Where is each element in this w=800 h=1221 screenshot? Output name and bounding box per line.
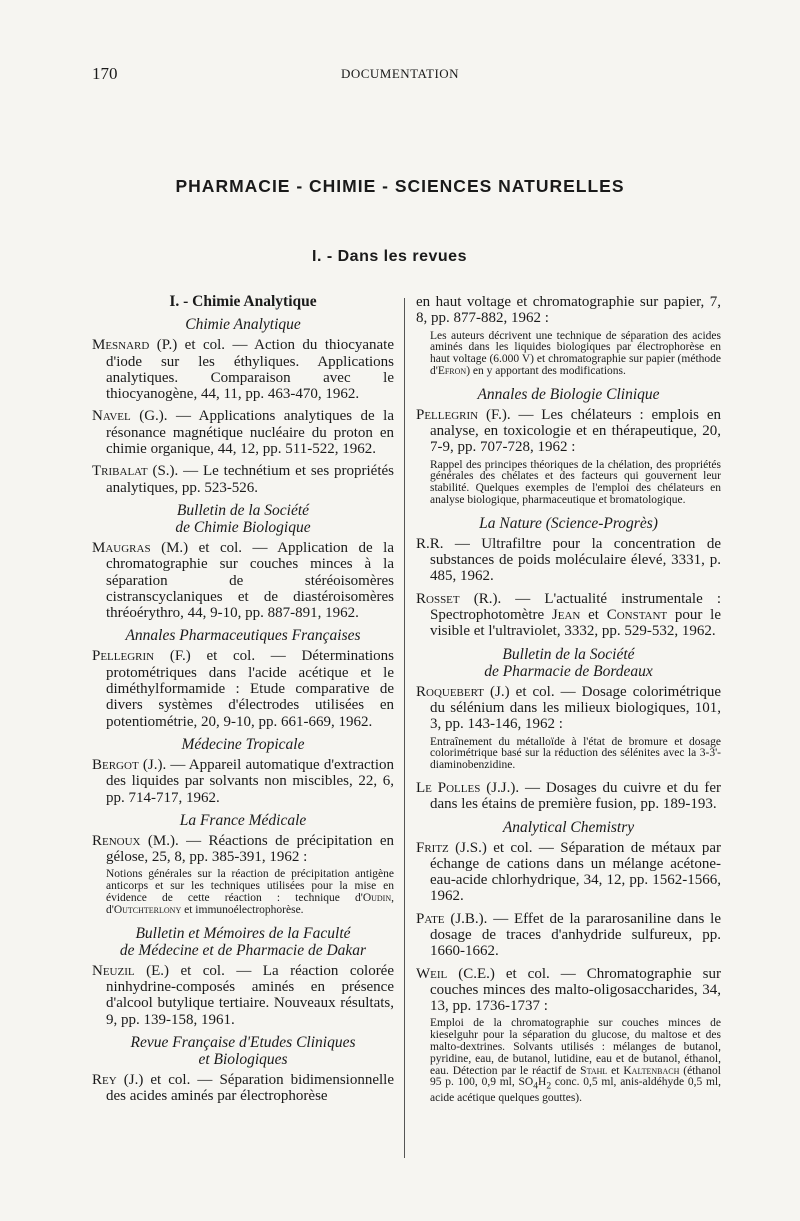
entry-text: (J.) et col. — Dosage colorimétrique du sélénium dans les milieux biologiques, 101, 3, pp. 143-146, 1962 : [430,683,721,733]
entry-text: (J.). — Appareil automatique d'extraction des liquides par solvants non miscibles, 22, 6, pp. 714-717, 1962. [106,756,394,806]
page-number: 170 [92,64,118,83]
entry-author: Renoux [92,832,141,849]
entry-author: Fritz [416,839,449,856]
entry-text: (R.). — L'actualité instrumentale : Spectrophotomètre [430,590,721,624]
entry-author: Pellegrin [416,406,479,423]
journal-title-line: et Biologiques [198,1050,288,1068]
journal-title: Analytical Chemistry [502,818,635,836]
abstract-text: Notions générales sur la réaction de précipitation antigène anticorps et sur les techniques utilisées pour la mise en évidence de cette réaction : technique d' [106,868,394,905]
journal-title [92,925,394,959]
entry-abstract [92,869,394,916]
abstract-name: Efron [437,364,467,377]
subsection-title: I. - Dans les revues [312,248,467,265]
bibliography-entry [416,684,721,733]
entry-text: (S.). — Le technétium et ses propriétés analytiques, pp. 523-526. [106,463,394,496]
entry-text: (G.). — Applications analytiques de la résonance magnétique nucléaire du proton en chimie organique, 44, 12, pp. 511-522, 1962. [106,408,394,458]
entry-abstract: Entraînement du métalloïde à l'état de bromure et dosage colorimétrique basé sur la réduction des sélénites avec la 3-3'-diaminobenzidine. [430,735,721,772]
entry-text: et [580,607,607,624]
entry-author: Maugras [92,539,151,556]
bibliography-entry [416,780,721,813]
abstract-text: ) en y apportant des modifications. [466,364,626,377]
abstract-name: Stahl [580,1064,608,1077]
abstract-text: Emploi de la chromatographie sur couches minces de kieselguhr pour la séparation du glucose, du maltose et des malto-dextrines. Solvants utilisés : mélanges de butanol, pyridine, eau, de butanol, lutidine, eau et de butanol, éthanol, eau. Détection par le réactif de [430,1017,721,1077]
abstract-text: , d' [106,892,394,916]
subscript: 4 [533,1080,539,1092]
entry-author: Mesnard [92,337,150,354]
journal-title [92,502,394,536]
journal-title: La France Médicale [179,811,307,829]
entry-author: Pate [416,910,445,927]
journal-title: Annales Pharmaceutiques Françaises [125,627,361,645]
journal-title-line: Bulletin de la Société [502,645,635,663]
bibliography-entry [416,591,721,640]
running-head: DOCUMENTATION [340,66,460,81]
bibliography-entry [416,840,721,905]
entry-abstract [416,331,721,378]
column-divider [404,298,405,1158]
entry-abstract [416,1018,721,1104]
entry-author: Bergot [92,756,139,773]
entry-author: Le Polles [416,779,481,796]
abstract-text: et immunoélectrophorèse. [181,903,304,916]
bibliography-entry [416,911,721,960]
bibliography-entry [92,648,394,729]
right-column [416,294,721,1112]
journal-title: Médecine Tropicale [181,735,305,753]
bibliography-entry [92,540,394,621]
journal-title [416,646,721,680]
entry-author: Weil [416,965,448,982]
entry-text: (J.) et col. — Séparation bidimensionnelle des acides aminés par électrophorèse [106,1071,394,1105]
entry-abstract: Rappel des principes théoriques de la chélation, des propriétés générales des chélates et des facteurs qui gouvernent leur stabilité. Quelques exemples de l'emploi des chélateurs en analyse biologique, pharmaceutique et bromatologique. [430,458,721,507]
abstract-text: Les auteurs décrivent une technique de séparation des acides aminés dans les liquides biologiques par électrophorèse en haut voltage (6.000 V) et chromatographie sur papier (méthode d' [430,329,721,377]
entry-author: Roquebert [416,683,485,700]
entry-continuation: en haut voltage et chromatographie sur papier, 7, 8, pp. 877-882, 1962 : [416,294,721,327]
bibliography-entry [92,1072,394,1105]
bibliography-entry [416,407,721,456]
entry-author: Neuzil [92,962,135,979]
bibliography-entry [416,966,721,1015]
entry-text: (J.B.). — Effet de la pararosaniline dans le dosage de traces d'anhydride sulfureux, pp. 1660-1662. [430,910,721,960]
abstract-text: H [538,1076,547,1089]
entry-author: Rosset [416,590,460,607]
abstract-text: (éthanol 95 p. 100, 0,9 ml, SO [430,1064,721,1089]
journal-title: Annales de Biologie Clinique [477,385,660,403]
entry-name: Constant [606,607,668,624]
bibliography-entry [92,337,394,402]
journal-title-line: Bulletin de la Société [176,501,310,519]
abstract-name: Oudin [362,892,392,905]
subscript: 2 [546,1080,552,1092]
entry-author: Tribalat [92,463,148,480]
entry-text: (F.). — Les chélateurs : emplois en analyse, en toxicologie et en thérapeutique, 20, 7-9, pp. 707-728, 1962 : [430,406,721,456]
abstract-text: et [607,1064,624,1077]
journal-title-line: de Chimie Biologique [175,518,311,536]
journal-title [92,1034,394,1068]
journal-title-line: de Médecine et de Pharmacie de Dakar [119,941,367,959]
entry-text: (F.) et col. — Déterminations protométriques dans l'acide acétique et le diméthylformamide : Etude comparative de divers systèmes d'électrodes utilisées en potentiométrie, 20, 9-10, pp. 661-669, 1962. [106,648,394,730]
entry-text: (J.J.). — Dosages du cuivre et du fer dans les étains de première fusion, pp. 189-193. [430,779,721,813]
journal-title-line: Revue Française d'Etudes Cliniques [130,1033,356,1051]
entry-text: (M.) et col. — Application de la chromatographie sur couches minces à la séparation de stéréoisomères cistranscyclaniques et de diastéroisomères thréoérythro, 44, 9-10, pp. 887-891, 1962. [106,539,394,622]
entry-text: (C.E.) et col. — Chromatographie sur couches minces des malto-oligosaccharides, 34, 13, pp. 1736-1737 : [430,965,721,1015]
entry-author: Navel [92,408,131,425]
entry-author: Rey [92,1071,117,1088]
entry-text: (P.) et col. — Action du thiocyanate d'iode sur les éthyliques. Applications analytiques. Comparaison avec le thiocyanogène, 44, 11, pp. 463-470, 1962. [106,337,394,403]
entry-text: pour le visible et l'ultraviolet, 3332, pp. 529-532, 1962. [430,607,721,640]
left-column [92,294,394,1110]
abstract-name: Outchterlony [113,903,182,916]
bibliography-entry [92,963,394,1028]
bibliography-entry [92,833,394,866]
entry-name: Jean [551,607,581,624]
entry-text: (M.). — Réactions de précipitation en gélose, 25, 8, pp. 385-391, 1962 : [106,832,394,866]
journal-title: Chimie Analytique [185,316,301,334]
bibliography-entry [92,408,394,457]
abstract-text: conc. 0,5 ml, anis-aldéhyde 0,5 ml, acide acétique quelques gouttes). [430,1076,721,1104]
entry-text: (J.S.) et col. — Séparation de métaux par échange de cations dans un mélange acétone-eau-acide chlorhydrique, 34, 12, pp. 1562-1566, 1962. [430,839,721,905]
bibliography-entry [92,463,394,496]
journal-title: La Nature (Science-Progrès) [479,514,658,532]
category-heading: I. - Chimie Analytique [169,293,317,310]
bibliography-entry: R.R. — Ultrafiltre pour la concentration de substances de poids moléculaire élevé, 3331, p. 485, 1962. [416,535,721,585]
abstract-name: Kaltenbach [623,1064,680,1077]
section-title: PHARMACIE - CHIMIE - SCIENCES NATURELLES [175,176,625,196]
bibliography-entry [92,757,394,806]
entry-author: Pellegrin [92,648,155,665]
journal-title-line: Bulletin et Mémoires de la Faculté [135,924,351,942]
journal-title-line: de Pharmacie de Bordeaux [484,662,653,680]
entry-text: (E.) et col. — La réaction colorée ninhydrine-composés aminés en présence d'alcool butylique tertiaire. Nouveaux résultats, 9, pp. 139-158, 1961. [106,962,394,1028]
